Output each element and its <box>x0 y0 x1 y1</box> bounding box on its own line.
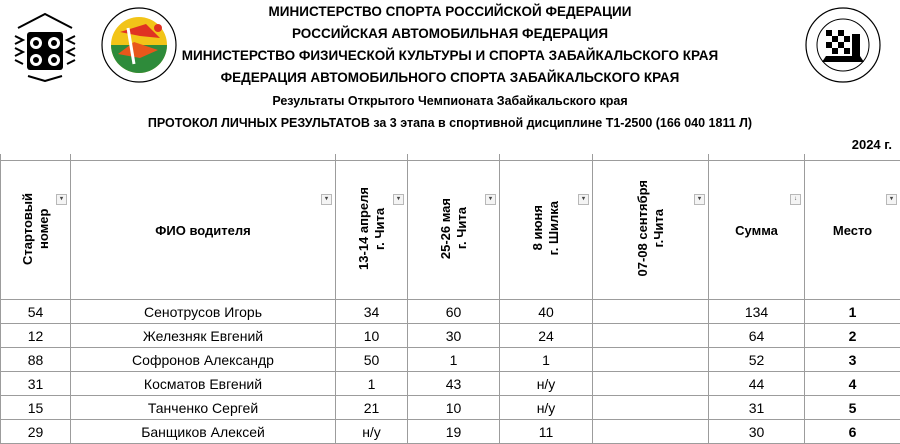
stage-1-points: 50 <box>336 348 408 372</box>
col-place-label: Место <box>833 223 872 238</box>
stage-2-points: 19 <box>408 420 500 444</box>
col-stage-3 <box>500 161 593 300</box>
protocol-title: ПРОТОКОЛ ЛИЧНЫХ РЕЗУЛЬТАТОВ за 3 этапа в спортивной дисциплине Т1-2500 (166 040 1811 Л) <box>0 116 900 130</box>
col-stage-1-label: 13-14 апреля г. Чита <box>356 187 388 270</box>
driver-name: Танченко Сергей <box>71 396 336 420</box>
sum-points: 64 <box>709 324 805 348</box>
stage-3-points: 24 <box>500 324 593 348</box>
stage-3-points: 11 <box>500 420 593 444</box>
stage-1-points: 1 <box>336 372 408 396</box>
stage-4-points <box>593 300 709 324</box>
sum-points: 44 <box>709 372 805 396</box>
table-row <box>1 396 900 420</box>
sum-points: 52 <box>709 348 805 372</box>
table-row <box>1 300 900 324</box>
stage-1-points: 21 <box>336 396 408 420</box>
driver-name: Банщиков Алексей <box>71 420 336 444</box>
table-row <box>1 324 900 348</box>
driver-name: Железняк Евгений <box>71 324 336 348</box>
header-line-4: ФЕДЕРАЦИЯ АВТОМОБИЛЬНОГО СПОРТА ЗАБАЙКАЛЬСКОГО КРАЯ <box>0 70 900 85</box>
col-sum <box>709 161 805 300</box>
stage-4-points <box>593 372 709 396</box>
sum-points: 31 <box>709 396 805 420</box>
place: 2 <box>805 324 900 348</box>
filter-dropdown-icon[interactable]: ▾ <box>578 194 589 205</box>
col-stage-2 <box>408 161 500 300</box>
start-number: 15 <box>1 396 71 420</box>
table-row <box>1 420 900 444</box>
col-stage-3-label: 8 июня г. Шилка <box>530 201 562 255</box>
filter-dropdown-icon[interactable]: ▾ <box>886 194 897 205</box>
col-start-number-label: Стартовый номер <box>20 193 52 265</box>
col-driver-name <box>71 161 336 300</box>
driver-name: Софронов Александр <box>71 348 336 372</box>
stage-2-points: 43 <box>408 372 500 396</box>
col-sum-label: Сумма <box>735 223 778 238</box>
stage-3-points: 40 <box>500 300 593 324</box>
place: 3 <box>805 348 900 372</box>
place: 4 <box>805 372 900 396</box>
stage-1-points: 10 <box>336 324 408 348</box>
filter-dropdown-icon[interactable]: ▾ <box>485 194 496 205</box>
header-line-1: МИНИСТЕРСТВО СПОРТА РОССИЙСКОЙ ФЕДЕРАЦИИ <box>0 4 900 19</box>
stage-2-points: 1 <box>408 348 500 372</box>
place: 5 <box>805 396 900 420</box>
sum-points: 30 <box>709 420 805 444</box>
sum-points: 134 <box>709 300 805 324</box>
driver-name: Сенотрусов Игорь <box>71 300 336 324</box>
stage-1-points: 34 <box>336 300 408 324</box>
col-stage-2-label: 25-26 мая г. Чита <box>438 198 470 259</box>
col-stage-4 <box>593 161 709 300</box>
sort-descending-icon[interactable]: ↓ <box>790 194 801 205</box>
stage-4-points <box>593 324 709 348</box>
col-driver-name-label: ФИО водителя <box>155 223 250 238</box>
year-label: 2024 г. <box>852 137 892 152</box>
stage-3-points: 1 <box>500 348 593 372</box>
header-line-2: РОССИЙСКАЯ АВТОМОБИЛЬНАЯ ФЕДЕРАЦИЯ <box>0 26 900 41</box>
stage-1-points: н/у <box>336 420 408 444</box>
table-row <box>1 348 900 372</box>
start-number: 29 <box>1 420 71 444</box>
header-line-5: Результаты Открытого Чемпионата Забайкальского края <box>0 94 900 108</box>
start-number: 88 <box>1 348 71 372</box>
stage-3-points: н/у <box>500 372 593 396</box>
filter-dropdown-icon[interactable]: ▾ <box>56 194 67 205</box>
results-body <box>1 300 900 444</box>
filter-dropdown-icon[interactable]: ▾ <box>393 194 404 205</box>
driver-name: Косматов Евгений <box>71 372 336 396</box>
stage-4-points <box>593 396 709 420</box>
stage-2-points: 10 <box>408 396 500 420</box>
col-start-number <box>1 161 71 300</box>
col-stage-4-label: 07-08 сентября г.Чита <box>635 180 667 277</box>
col-place <box>805 161 900 300</box>
header-row <box>1 161 900 300</box>
col-stage-1 <box>336 161 408 300</box>
header-line-3: МИНИСТЕРСТВО ФИЗИЧЕСКОЙ КУЛЬТУРЫ И СПОРТА ЗАБАЙКАЛЬСКОГО КРАЯ <box>0 48 900 63</box>
filter-dropdown-icon[interactable]: ▾ <box>321 194 332 205</box>
start-number: 54 <box>1 300 71 324</box>
place: 6 <box>805 420 900 444</box>
place: 1 <box>805 300 900 324</box>
stage-3-points: н/у <box>500 396 593 420</box>
start-number: 31 <box>1 372 71 396</box>
filter-dropdown-icon[interactable]: ▾ <box>694 194 705 205</box>
table-row <box>1 372 900 396</box>
stage-2-points: 30 <box>408 324 500 348</box>
start-number: 12 <box>1 324 71 348</box>
stage-4-points <box>593 348 709 372</box>
stage-4-points <box>593 420 709 444</box>
stage-2-points: 60 <box>408 300 500 324</box>
results-table <box>0 154 900 444</box>
